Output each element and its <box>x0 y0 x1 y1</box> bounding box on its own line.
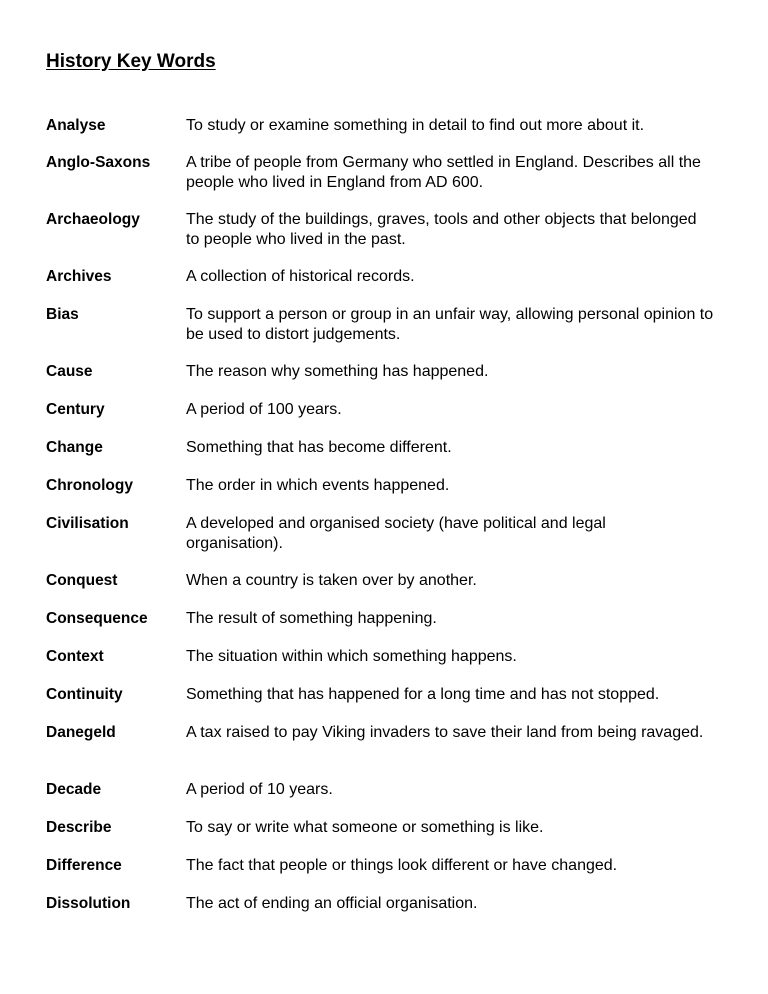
glossary-definition: A tribe of people from Germany who settled in England. Describes all the people who lived in England from AD 600. <box>186 154 701 191</box>
glossary-term: Conquest <box>46 572 118 589</box>
glossary-definition: The order in which events happened. <box>186 477 450 494</box>
glossary-definition: Something that has happened for a long time and has not stopped. <box>186 686 660 703</box>
glossary-definition: A collection of historical records. <box>186 268 415 285</box>
glossary-definition: A developed and organised society (have political and legal organisation). <box>186 515 606 552</box>
glossary-term: Describe <box>46 819 112 836</box>
glossary-definition: To say or write what someone or something is like. <box>186 819 544 836</box>
glossary-term: Context <box>46 648 104 665</box>
glossary-definition: A period of 10 years. <box>186 781 333 798</box>
glossary-term: Difference <box>46 857 122 874</box>
glossary-term: Consequence <box>46 610 148 627</box>
glossary-term: Danegeld <box>46 724 116 741</box>
glossary-term: Dissolution <box>46 895 131 912</box>
glossary-definition: The reason why something has happened. <box>186 363 489 380</box>
glossary-term: Civilisation <box>46 515 129 532</box>
glossary-definition: The fact that people or things look different or have changed. <box>186 857 618 874</box>
glossary-term: Chronology <box>46 477 133 494</box>
glossary-definition: A tax raised to pay Viking invaders to save their land from being ravaged. <box>186 724 704 741</box>
glossary-definition: When a country is taken over by another. <box>186 572 477 589</box>
glossary-definition: The result of something happening. <box>186 610 437 627</box>
glossary-term: Analyse <box>46 117 106 134</box>
glossary-term: Change <box>46 439 103 456</box>
glossary-term: Decade <box>46 781 102 798</box>
glossary-term: Century <box>46 401 105 418</box>
glossary-term: Cause <box>46 363 93 380</box>
glossary-term: Archives <box>46 268 112 285</box>
glossary-definition: The situation within which something happens. <box>186 648 517 665</box>
page-title: History Key Words <box>46 51 216 72</box>
glossary-term: Archaeology <box>46 211 140 228</box>
glossary-term: Bias <box>46 306 79 323</box>
glossary-definition: The act of ending an official organisation. <box>186 895 478 912</box>
glossary-term: Continuity <box>46 686 123 703</box>
glossary-definition: Something that has become different. <box>186 439 452 456</box>
glossary-definition: To study or examine something in detail to find out more about it. <box>186 117 645 134</box>
glossary-definition: A period of 100 years. <box>186 401 342 418</box>
glossary-definition: To support a person or group in an unfair way, allowing personal opinion to be used to distort judgements. <box>186 306 714 343</box>
glossary-definition: The study of the buildings, graves, tools and other objects that belonged to people who lived in the past. <box>186 211 697 248</box>
glossary-term: Anglo-Saxons <box>46 154 151 171</box>
